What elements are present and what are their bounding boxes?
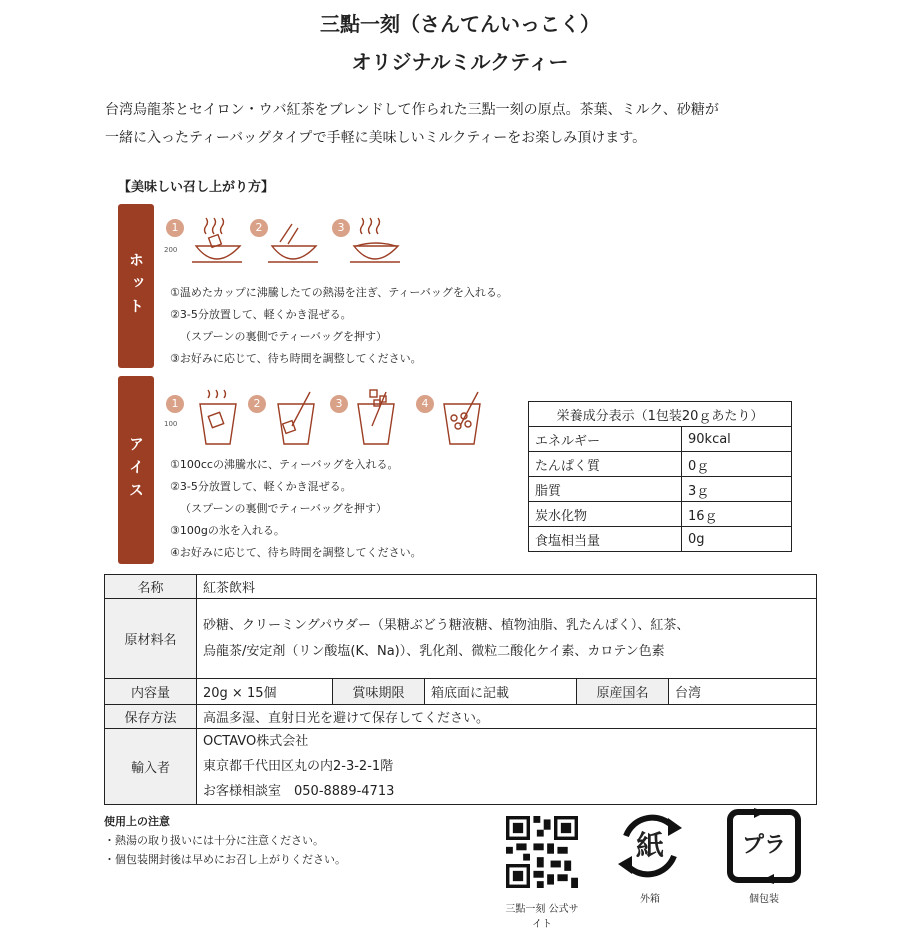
spec-label: 輸入者 [105, 729, 197, 805]
step-number-badge: 3 [330, 395, 348, 413]
nutrition-value: 0g [682, 527, 792, 552]
ice-label: アイス [127, 435, 145, 505]
ice-illustrations [160, 388, 500, 450]
table-row [105, 705, 817, 729]
ice-step: ①100ccの沸騰水に、ティーバッグを入れる。 [170, 458, 399, 471]
hot-step-note: （スプーンの裏側でティーバッグを押す） [180, 330, 388, 343]
hot-sidebar [118, 204, 154, 368]
intro-line: 台湾烏龍茶とセイロン・ウバ紅茶をブレンドして作られた三點一刻の原点。茶葉、ミルク、砂糖が [105, 102, 719, 118]
qr-code-icon[interactable] [506, 816, 578, 888]
ice-sidebar [118, 376, 154, 564]
spec-value [197, 599, 817, 679]
notes-line: ・熱湯の取り扱いには十分に注意ください。 [104, 834, 324, 847]
nutrition-table [528, 401, 792, 552]
spec-value: 20g × 15個 [197, 679, 333, 705]
notes-heading: 使用上の注意 [104, 815, 170, 828]
ice-step: ④お好みに応じて、待ち時間を調整してください。 [170, 546, 422, 559]
qr-block [504, 816, 580, 930]
spec-value: 紅茶飲料 [197, 575, 817, 599]
spec-value [197, 729, 817, 805]
step-number-badge: 1 [166, 395, 184, 413]
table-row [529, 477, 792, 502]
spec-value: 台湾 [669, 679, 817, 705]
intro-line: 一緒に入ったティーバッグタイプで手軽に美味しいミルクティーをお楽しみ頂けます。 [105, 130, 647, 146]
nutrition-value: 3ｇ [682, 477, 792, 502]
nutrition-label: 脂質 [529, 477, 682, 502]
paper-recycle-block [610, 806, 690, 905]
spec-label: 内容量 [105, 679, 197, 705]
plastic-label: 個包装 [749, 894, 779, 905]
spec-label: 原産国名 [577, 679, 669, 705]
nutrition-value: 90kcal [682, 427, 792, 452]
nutrition-label: エネルギー [529, 427, 682, 452]
nutrition-value: 0ｇ [682, 452, 792, 477]
ice-step: ②3-5分放置して、軽くかき混ぜる。 [170, 480, 352, 493]
nutrition-header: 栄養成分表示（1包装20ｇあたり） [529, 402, 792, 427]
intro-text [105, 96, 825, 152]
howto-heading: 【美味しい召し上がり方】 [118, 180, 275, 195]
table-row [529, 427, 792, 452]
table-row [105, 575, 817, 599]
scale-marker: 200 [164, 246, 178, 254]
ice-step-note: （スプーンの裏側でティーバッグを押す） [180, 502, 388, 515]
table-row [105, 729, 817, 805]
spec-label: 保存方法 [105, 705, 197, 729]
paper-recycle-icon [610, 806, 690, 886]
table-row [105, 679, 817, 705]
ice-step: ③100gの氷を入れる。 [170, 524, 285, 537]
hot-step: ③お好みに応じて、待ち時間を調整してください。 [170, 352, 422, 365]
plastic-recycle-icon [724, 806, 804, 886]
table-row [105, 599, 817, 679]
spec-value: 箱底面に記載 [425, 679, 577, 705]
qr-label: 三點一刻 公式サイト [505, 904, 579, 930]
table-row [529, 452, 792, 477]
hot-step: ②3-5分放置して、軽くかき混ぜる。 [170, 308, 352, 321]
importer-line: 東京都千代田区丸の内2-3-2-1階 [203, 759, 394, 774]
product-spec-table [104, 574, 817, 805]
importer-line: OCTAVO株式会社 [203, 734, 309, 749]
ingredients-line: 砂糖、クリーミングパウダー（果糖ぶどう糖液糖、植物油脂、乳たんぱく）、紅茶、 [203, 617, 690, 633]
page-title: 三點一刻（さんてんいっこく） [320, 12, 600, 36]
notes-line: ・個包装開封後は早めにお召し上がりください。 [104, 853, 346, 866]
spec-value: 高温多湿、直射日光を避けて保存してください。 [197, 705, 817, 729]
spec-label: 賞味期限 [333, 679, 425, 705]
plastic-char: プラ [741, 833, 786, 858]
nutrition-label: 食塩相当量 [529, 527, 682, 552]
step-number-badge: 3 [332, 219, 350, 237]
page-subtitle: オリジナルミルクティー [351, 50, 569, 74]
nutrition-label: たんぱく質 [529, 452, 682, 477]
usage-notes [104, 812, 346, 869]
ice-glass-icons [160, 388, 500, 450]
hot-cup-icons [160, 214, 410, 274]
importer-line: お客様相談室 050-8889-4713 [203, 784, 395, 799]
spec-label: 名称 [105, 575, 197, 599]
step-number-badge: 1 [166, 219, 184, 237]
hot-illustrations [160, 214, 410, 274]
paper-label: 外箱 [640, 894, 660, 905]
table-row [529, 502, 792, 527]
scale-marker: 100 [164, 420, 178, 428]
plastic-recycle-block [724, 806, 804, 905]
paper-char: 紙 [635, 829, 664, 862]
hot-label: ホット [127, 251, 145, 321]
nutrition-value: 16ｇ [682, 502, 792, 527]
step-number-badge: 2 [248, 395, 266, 413]
table-row [529, 527, 792, 552]
step-number-badge: 4 [416, 395, 434, 413]
hot-step: ①温めたカップに沸騰したての熱湯を注ぎ、ティーバッグを入れる。 [170, 286, 508, 299]
spec-label: 原材料名 [105, 599, 197, 679]
ingredients-line: 烏龍茶/安定剤（リン酸塩(K、Na)）、乳化剤、微粒二酸化ケイ素、カロテン色素 [203, 643, 665, 659]
step-number-badge: 2 [250, 219, 268, 237]
nutrition-label: 炭水化物 [529, 502, 682, 527]
